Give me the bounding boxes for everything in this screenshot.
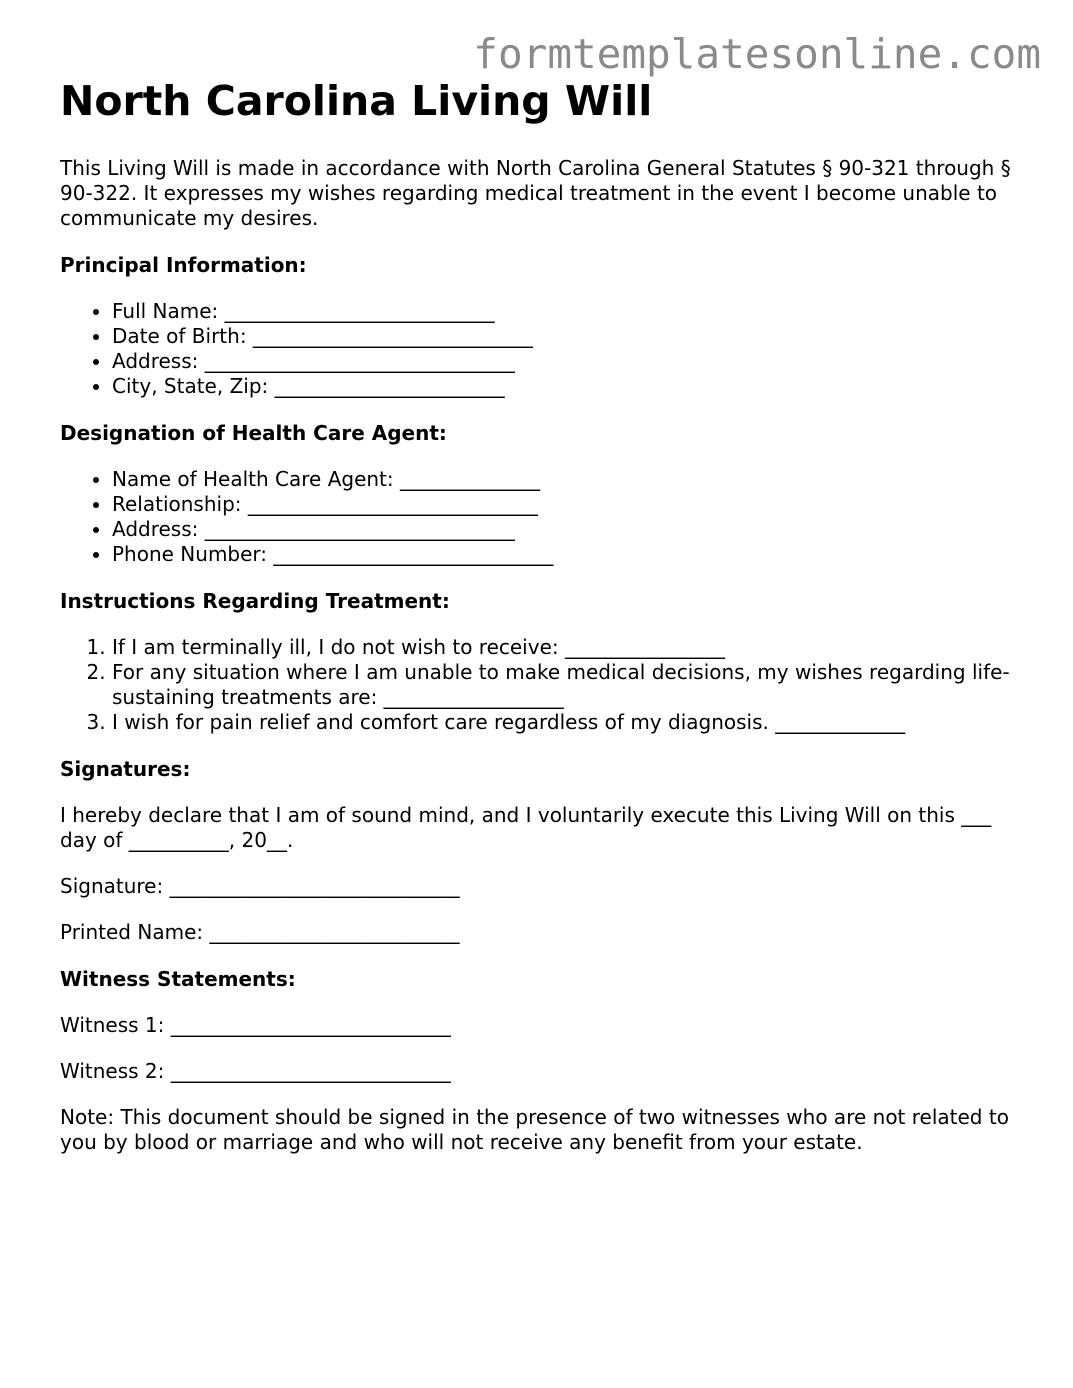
principal-list [60, 299, 1020, 399]
witness-heading: Witness Statements: [60, 967, 296, 991]
treatment-terminal-field[interactable]: 1. If I am terminally ill, I do not wish to receive: ________________ [112, 635, 1020, 660]
declaration-paragraph[interactable]: I hereby declare that I am of sound mind, and I voluntarily execute this Living Will on this ___ day of __________, 20__. [60, 803, 992, 852]
principal-dob-field[interactable]: • Date of Birth: ____________________________ [112, 324, 1020, 349]
treatment-list [60, 635, 1020, 735]
document-page [60, 76, 1020, 1155]
signature-field[interactable]: Signature: _____________________________ [60, 874, 460, 898]
principal-full-name-field[interactable]: • Full Name: ___________________________ [112, 299, 1020, 324]
treatment-life-sustaining-field[interactable]: 2. For any situation where I am unable to make medical decisions, my wishes regarding life-sustaining treatments are: __________________ [112, 660, 1020, 710]
agent-heading: Designation of Health Care Agent: [60, 421, 447, 445]
agent-list [60, 467, 1020, 567]
witness-2-field[interactable]: Witness 2: ____________________________ [60, 1059, 451, 1083]
witness-1-field[interactable]: Witness 1: ____________________________ [60, 1013, 451, 1037]
principal-city-state-zip-field[interactable]: • City, State, Zip: _______________________ [112, 374, 1020, 399]
treatment-heading: Instructions Regarding Treatment: [60, 589, 450, 613]
agent-phone-field[interactable]: • Phone Number: ____________________________ [112, 542, 1020, 567]
note-paragraph: Note: This document should be signed in the presence of two witnesses who are not related to you by blood or marriage and who will not receive any benefit from your estate. [60, 1105, 1009, 1154]
watermark-text: formtemplatesonline.com [473, 30, 1041, 78]
treatment-comfort-care-field[interactable]: 3. I wish for pain relief and comfort care regardless of my diagnosis. _____________ [112, 710, 1020, 735]
principal-heading: Principal Information: [60, 253, 307, 277]
page-title: North Carolina Living Will [60, 77, 653, 125]
agent-address-field[interactable]: • Address: _______________________________ [112, 517, 1020, 542]
agent-relationship-field[interactable]: • Relationship: _____________________________ [112, 492, 1020, 517]
printed-name-field[interactable]: Printed Name: _________________________ [60, 920, 460, 944]
signatures-heading: Signatures: [60, 757, 191, 781]
principal-address-field[interactable]: • Address: _______________________________ [112, 349, 1020, 374]
intro-paragraph: This Living Will is made in accordance with North Carolina General Statutes § 90-321 through § 90-322. It expresses my wishes regarding medical treatment in the event I become unable to communicate my desires. [60, 156, 1011, 230]
agent-name-field[interactable]: • Name of Health Care Agent: ______________ [112, 467, 1020, 492]
